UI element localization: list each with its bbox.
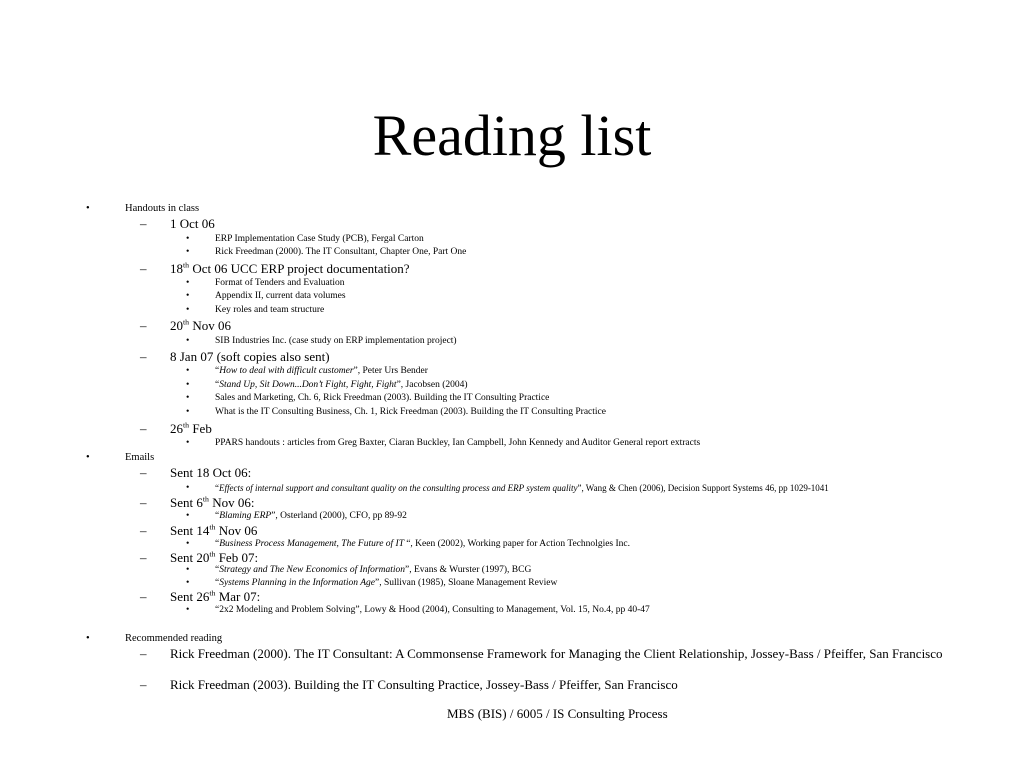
date-label: Sent 18 Oct 06: (170, 465, 252, 480)
bullet: • (186, 511, 190, 521)
dash: – (140, 349, 147, 364)
item-text: “Business Process Management, The Future of IT “, Keen (2002), Working paper for Action Technolgies Inc. (215, 539, 630, 549)
item-text: “2x2 Modeling and Problem Solving”, Lowy & Hood (2004), Consulting to Management, Vol. 15, No.4, pp 40-47 (215, 605, 650, 615)
bullet: • (186, 483, 190, 493)
bullet: • (186, 578, 190, 588)
dash: – (140, 318, 147, 333)
item-text: “Systems Planning in the Information Age”, Sullivan (1985), Sloane Management Review (215, 578, 558, 588)
section-label: Recommended reading (125, 633, 223, 644)
item-text: What is the IT Consulting Business, Ch. 1, Rick Freedman (2003). Building the IT Consulting Practice (215, 407, 606, 417)
item-text: Key roles and team structure (215, 305, 325, 315)
dash: – (140, 465, 147, 480)
bullet: • (186, 539, 190, 549)
bullet: • (186, 366, 190, 376)
item-text: Rick Freedman (2000). The IT Consultant: A Commonsense Framework for Managing the Client Relationship, Jossey-Bass / Pfeiffer, San Francisco (170, 646, 943, 661)
date-label: 26th Feb (170, 420, 212, 436)
dash: – (140, 216, 147, 231)
date-label: Sent 26th Mar 07: (170, 588, 261, 604)
item-text: Format of Tenders and Evaluation (215, 278, 345, 288)
bullet: • (186, 234, 190, 244)
item-text: “How to deal with difficult customer”, Peter Urs Bender (215, 366, 428, 376)
item-text: Rick Freedman (2003). Building the IT Consulting Practice, Jossey-Bass / Pfeiffer, San Francisco (170, 677, 678, 692)
bullet: • (186, 407, 190, 417)
bullet: • (186, 247, 190, 257)
bullet: • (86, 633, 90, 644)
date-label: 18th Oct 06 UCC ERP project documentation? (170, 260, 410, 276)
bullet: • (186, 336, 190, 346)
section-label: Emails (125, 452, 155, 463)
bullet: • (186, 305, 190, 315)
date-label: 8 Jan 07 (soft copies also sent) (170, 349, 330, 364)
item-text: Appendix II, current data volumes (215, 291, 346, 301)
dash: – (140, 677, 147, 692)
date-label: 20th Nov 06 (170, 317, 231, 333)
dash: – (140, 261, 147, 276)
dash: – (140, 421, 147, 436)
date-label: Sent 20th Feb 07: (170, 549, 259, 565)
section-label: Handouts in class (125, 203, 200, 214)
item-text: ERP Implementation Case Study (PCB), Fergal Carton (215, 234, 424, 244)
bullet: • (186, 565, 190, 575)
item-text: “Effects of internal support and consultant quality on the consulting process and ERP system quality”, Wang & Chen (2006), Decision Support Systems 46, pp 1029-1041 (215, 483, 829, 493)
item-text: Rick Freedman (2000). The IT Consultant, Chapter One, Part One (215, 247, 467, 257)
dash: – (140, 550, 147, 565)
date-label: 1 Oct 06 (170, 216, 215, 231)
bullet: • (86, 203, 90, 214)
bullet: • (186, 393, 190, 403)
item-text: “Strategy and The New Economics of Information”, Evans & Wurster (1997), BCG (215, 565, 532, 575)
dash: – (140, 495, 147, 510)
bullet: • (186, 438, 190, 448)
date-label: Sent 14th Nov 06 (170, 522, 258, 538)
slide-footer: MBS (BIS) / 6005 / IS Consulting Process (447, 706, 668, 721)
bullet: • (186, 605, 190, 615)
bullet: • (186, 291, 190, 301)
dash: – (140, 589, 147, 604)
item-text: “Stand Up, Sit Down...Don’t Fight, Fight, Fight”, Jacobsen (2004) (215, 380, 468, 390)
dash: – (140, 646, 147, 661)
item-text: PPARS handouts : articles from Greg Baxter, Ciaran Buckley, Ian Campbell, John Kennedy and Auditor General report extracts (215, 438, 701, 448)
item-text: SIB Industries Inc. (case study on ERP implementation project) (215, 336, 457, 346)
item-text: “Blaming ERP”, Osterland (2000), CFO, pp 89-92 (215, 511, 407, 521)
bullet: • (86, 452, 90, 463)
item-text: Sales and Marketing, Ch. 6, Rick Freedman (2003). Building the IT Consulting Practice (215, 393, 550, 403)
bullet: • (186, 278, 190, 288)
slide-title: Reading list (372, 103, 652, 168)
bullet: • (186, 380, 190, 390)
dash: – (140, 523, 147, 538)
date-label: Sent 6th Nov 06: (170, 494, 255, 510)
